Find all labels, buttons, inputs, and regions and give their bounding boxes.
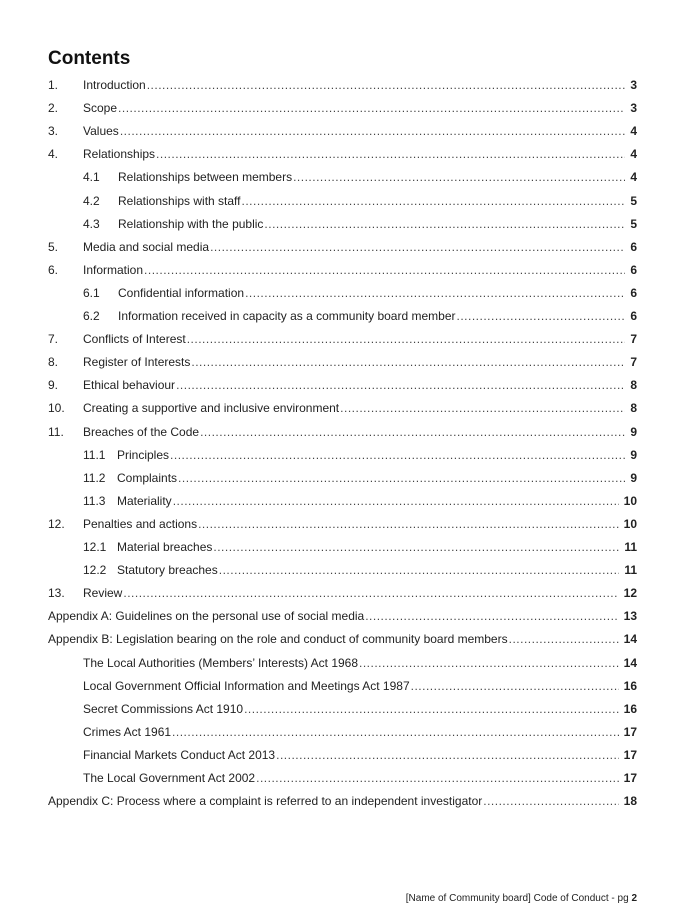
toc-entry-number: 6.2 bbox=[83, 309, 100, 323]
dot-leader bbox=[118, 99, 625, 117]
toc-entry-page-number: 9 bbox=[630, 470, 637, 485]
dot-leader bbox=[245, 284, 625, 302]
dot-leader bbox=[256, 769, 619, 787]
dot-leader bbox=[147, 76, 625, 94]
toc-entry-page-number: 6 bbox=[630, 309, 637, 323]
toc-entry-page-number: 9 bbox=[630, 424, 637, 439]
toc-entry-title: Register of Interests bbox=[83, 355, 191, 370]
dot-leader bbox=[365, 607, 619, 625]
toc-entry[interactable] bbox=[0, 307, 683, 325]
dot-leader bbox=[172, 723, 619, 741]
toc-entry-page-number: 8 bbox=[630, 378, 637, 393]
toc-entry[interactable] bbox=[0, 399, 683, 417]
toc-entry[interactable] bbox=[0, 723, 683, 741]
toc-entry[interactable] bbox=[0, 76, 683, 94]
toc-entry-title: Local Government Official Information and Meetings Act 1987 bbox=[83, 678, 410, 693]
toc-entry-page-number: 4 bbox=[630, 170, 637, 185]
toc-entry-page-number: 11 bbox=[624, 540, 637, 554]
toc-entry-title: Penalties and actions bbox=[83, 516, 198, 531]
toc-entry-number: 8. bbox=[48, 355, 59, 370]
dot-leader bbox=[144, 261, 625, 279]
toc-entry-title: Appendix A: Guidelines on the personal use of social media bbox=[48, 609, 365, 624]
dot-leader bbox=[191, 353, 625, 371]
toc-entry-title: Appendix B: Legislation bearing on the role and conduct of community board members bbox=[48, 632, 508, 647]
dot-leader bbox=[176, 376, 625, 394]
toc-entry-page-number: 4 bbox=[630, 124, 637, 139]
toc-entry-title: Appendix C: Process where a complaint is referred to an independent investigator bbox=[48, 794, 483, 809]
toc-entry[interactable] bbox=[0, 584, 683, 602]
toc-entry-page-number: 6 bbox=[630, 262, 637, 277]
toc-entry-title: Crimes Act 1961 bbox=[83, 724, 172, 739]
toc-entry-page-number: 11 bbox=[624, 563, 637, 578]
toc-entry-page-number: 14 bbox=[623, 632, 637, 647]
toc-entry-title: Creating a supportive and inclusive environment bbox=[83, 401, 340, 416]
toc-entry-number: 12.1 bbox=[83, 540, 107, 554]
toc-entry-page-number: 10 bbox=[623, 493, 637, 508]
page-footer bbox=[406, 893, 637, 904]
dot-leader bbox=[120, 122, 625, 140]
toc-entry-title: Review bbox=[83, 586, 123, 601]
toc-entry[interactable] bbox=[0, 145, 683, 163]
toc-entry-title: Relationships bbox=[83, 147, 156, 162]
toc-entry-number: 13. bbox=[48, 586, 65, 601]
toc-entry[interactable] bbox=[0, 654, 683, 672]
toc-entry-title: Values bbox=[83, 124, 119, 139]
dot-leader bbox=[178, 469, 625, 487]
dot-leader bbox=[210, 238, 625, 256]
toc-entry-title: Financial Markets Conduct Act 2013 bbox=[83, 747, 276, 762]
toc-entry-title: Relationships between members bbox=[118, 170, 293, 185]
dot-leader bbox=[123, 584, 619, 602]
toc-entry-title: The Local Government Act 2002 bbox=[83, 771, 256, 785]
dot-leader bbox=[213, 538, 619, 556]
page-title: Contents bbox=[48, 48, 131, 69]
toc-entry-number: 7. bbox=[48, 332, 59, 347]
toc-entry-number: 6. bbox=[48, 262, 59, 277]
dot-leader bbox=[483, 792, 619, 810]
toc-entry-number: 12. bbox=[48, 516, 65, 531]
toc-entry-page-number: 17 bbox=[623, 747, 637, 762]
dot-leader bbox=[200, 423, 625, 441]
toc-entry[interactable] bbox=[0, 122, 683, 140]
toc-entry[interactable] bbox=[0, 238, 683, 256]
toc-entry[interactable] bbox=[0, 446, 683, 464]
toc-entry-number: 4. bbox=[48, 147, 59, 162]
toc-entry-number: 6.1 bbox=[83, 285, 100, 300]
toc-entry-number: 9. bbox=[48, 378, 59, 393]
toc-entry-page-number: 5 bbox=[630, 193, 637, 208]
toc-entry[interactable] bbox=[0, 215, 683, 233]
toc-entry-title: Secret Commissions Act 1910 bbox=[83, 701, 244, 716]
toc-entry-page-number: 10 bbox=[623, 516, 637, 531]
toc-entry[interactable] bbox=[0, 538, 683, 556]
dot-leader bbox=[198, 515, 619, 533]
toc-entry[interactable] bbox=[0, 423, 683, 441]
toc-entry-page-number: 16 bbox=[623, 678, 637, 693]
dot-leader bbox=[173, 492, 619, 510]
toc-entry[interactable] bbox=[0, 261, 683, 279]
dot-leader bbox=[359, 654, 619, 672]
toc-entry-title: Relationship with the public bbox=[118, 216, 264, 231]
dot-leader bbox=[509, 630, 619, 648]
toc-entry-page-number: 5 bbox=[630, 216, 637, 231]
toc-entry[interactable] bbox=[0, 492, 683, 510]
toc-entry-title: Information bbox=[83, 262, 144, 277]
toc-entry-title: Confidential information bbox=[118, 285, 245, 300]
toc-entry-page-number: 12 bbox=[623, 586, 637, 601]
toc-entry-page-number: 13 bbox=[623, 609, 637, 624]
toc-entry-page-number: 7 bbox=[630, 332, 637, 347]
toc-entry[interactable] bbox=[0, 330, 683, 348]
toc-entry-title: Information received in capacity as a community board member bbox=[118, 309, 456, 323]
toc-entry-title: Conflicts of Interest bbox=[83, 332, 186, 347]
toc-entry-title: Principles bbox=[117, 447, 170, 462]
toc-entry[interactable] bbox=[0, 376, 683, 394]
toc-entry-page-number: 6 bbox=[630, 285, 637, 300]
toc-entry-title: The Local Authorities (Members’ Interests) Act 1968 bbox=[83, 655, 359, 670]
dot-leader bbox=[340, 399, 625, 417]
toc-entry-page-number: 17 bbox=[623, 771, 637, 785]
toc-entry-number: 12.2 bbox=[83, 563, 107, 578]
toc-entry-title: Statutory breaches bbox=[117, 563, 218, 578]
toc-entry[interactable] bbox=[0, 515, 683, 533]
footer-text: [Name of Community board] Code of Conduct - pg bbox=[405, 893, 632, 904]
toc-entry[interactable] bbox=[0, 469, 683, 487]
dot-leader bbox=[293, 168, 625, 186]
toc-entry[interactable] bbox=[0, 769, 683, 787]
toc-entry-title: Breaches of the Code bbox=[83, 424, 200, 439]
toc-entry-number: 4.3 bbox=[83, 216, 100, 231]
toc-entry-page-number: 3 bbox=[630, 101, 637, 116]
toc-entry-title: Material breaches bbox=[117, 540, 213, 554]
toc-entry[interactable] bbox=[0, 353, 683, 371]
toc-entry[interactable] bbox=[0, 607, 683, 625]
dot-leader bbox=[264, 215, 625, 233]
toc-entry-title: Ethical behaviour bbox=[83, 378, 176, 393]
toc-entry-page-number: 3 bbox=[630, 78, 637, 92]
toc-entry-number: 4.2 bbox=[83, 193, 100, 208]
toc-entry[interactable] bbox=[0, 284, 683, 302]
toc-entry-number: 10. bbox=[48, 401, 65, 416]
toc-entry-page-number: 4 bbox=[630, 147, 637, 162]
toc-entry[interactable] bbox=[0, 168, 683, 186]
toc-entry[interactable] bbox=[0, 561, 683, 579]
dot-leader bbox=[411, 677, 619, 695]
toc-entry-number: 1. bbox=[48, 78, 59, 92]
dot-leader bbox=[242, 192, 625, 210]
dot-leader bbox=[156, 145, 625, 163]
toc-entry-title: Introduction bbox=[83, 78, 146, 92]
toc-entry-number: 5. bbox=[48, 239, 59, 254]
toc-entry-number: 11. bbox=[48, 424, 64, 439]
dot-leader bbox=[276, 746, 619, 764]
toc-entry-page-number: 7 bbox=[630, 355, 637, 370]
toc-entry-title: Materiality bbox=[117, 493, 172, 508]
toc-entry[interactable] bbox=[0, 746, 683, 764]
toc-entry-number: 2. bbox=[48, 101, 59, 116]
dot-leader bbox=[170, 446, 625, 464]
toc-entry-number: 11.3 bbox=[83, 493, 106, 508]
toc-entry[interactable] bbox=[0, 99, 683, 117]
footer-page-number: 2 bbox=[631, 893, 637, 904]
toc-entry-page-number: 16 bbox=[623, 701, 637, 716]
dot-leader bbox=[219, 561, 619, 579]
toc-entry[interactable] bbox=[0, 677, 683, 695]
toc-entry[interactable] bbox=[0, 630, 683, 648]
toc-entry-number: 4.1 bbox=[83, 170, 100, 185]
toc-entry-page-number: 6 bbox=[630, 239, 637, 254]
toc-entry-number: 11.2 bbox=[83, 470, 106, 485]
toc-entry[interactable] bbox=[0, 792, 683, 810]
toc-entry-page-number: 8 bbox=[630, 401, 637, 416]
toc-entry-page-number: 14 bbox=[623, 655, 637, 670]
toc-entry-page-number: 9 bbox=[630, 447, 637, 462]
toc-entry[interactable] bbox=[0, 700, 683, 718]
dot-leader bbox=[456, 307, 625, 325]
dot-leader bbox=[187, 330, 625, 348]
toc-entry-title: Complaints bbox=[117, 470, 178, 485]
toc-entry-number: 11.1 bbox=[83, 447, 106, 462]
toc-entry-title: Media and social media bbox=[83, 239, 210, 254]
toc-entry-page-number: 17 bbox=[623, 724, 637, 739]
toc-entry[interactable] bbox=[0, 192, 683, 210]
toc-entry-title: Relationships with staff bbox=[118, 193, 241, 208]
toc-entry-number: 3. bbox=[48, 124, 59, 139]
toc-entry-page-number: 18 bbox=[623, 794, 637, 809]
dot-leader bbox=[244, 700, 619, 718]
toc-entry-title: Scope bbox=[83, 101, 118, 116]
